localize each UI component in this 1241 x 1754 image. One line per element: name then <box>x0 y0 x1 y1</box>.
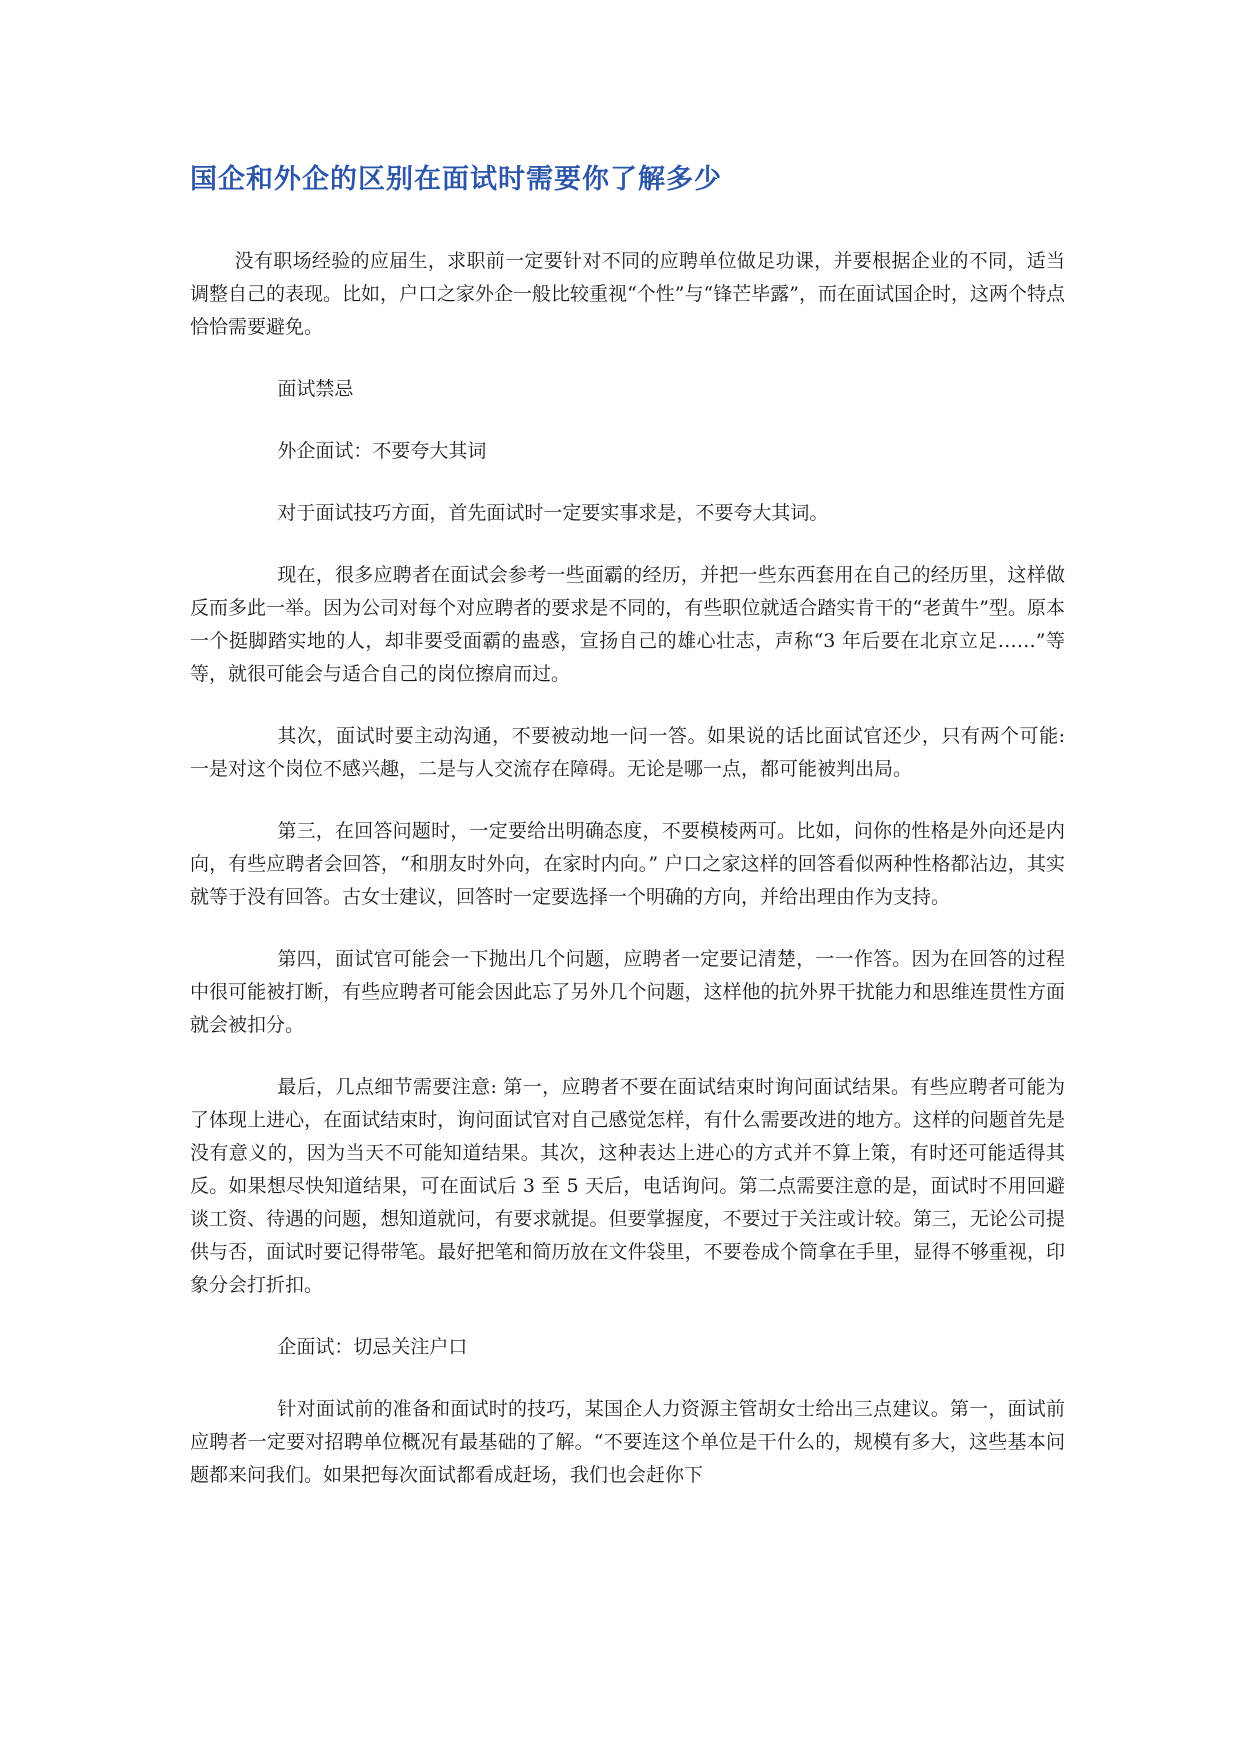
subheading-foreign-company-interview: 外企面试：不要夸大其词 <box>277 440 487 462</box>
paragraph-body: 第三，在回答问题时，一定要给出明确态度，不要模棱两可。比如，问你的性格是外向还是内向，有些应聘者会回答，“和朋友时外向，在家时内向。” 户口之家这样的回答看似两种性格都沾边，其实就等于没有回答。古女士建议，回答时一定要选择一个明确的方向，并给出理由作为支持。 <box>190 820 1065 908</box>
paragraph-body: 其次，面试时要主动沟通，不要被动地一问一答。如果说的话比面试官还少，只有两个可能: 一是对这个岗位不感兴趣，二是与人交流存在障碍。无论是哪一点，都可能被判出局。 <box>190 725 1065 780</box>
subheading-state-enterprise-interview: 企面试：切忌关注户口 <box>277 1336 468 1358</box>
paragraph-intro: 没有职场经验的应届生，求职前一定要针对不同的应聘单位做足功课，并要根据企业的不同，适当调整自己的表现。比如，户口之家外企一般比较重视“个性”与“锋芒毕露”，而在面试国企时，这两个特点恰恰需要避免。 <box>190 250 1065 338</box>
paragraph-body: 第四，面试官可能会一下抛出几个问题，应聘者一定要记清楚，一一作答。因为在回答的过程中很可能被打断，有些应聘者可能会因此忘了另外几个问题，这样他的抗外界干扰能力和思维连贯性方面就会被扣分。 <box>190 948 1065 1036</box>
document-body <box>190 245 1065 1521</box>
section-heading-interview-taboos: 面试禁忌 <box>277 378 354 400</box>
paragraph-body: 最后，几点细节需要注意: 第一，应聘者不要在面试结束时询问面试结果。有些应聘者可能为了体现上进心，在面试结束时，询问面试官对自己感觉怎样，有什么需要改进的地方。这样的问题首先是没有意义的，因为当天不可能知道结果。其次，这种表达上进心的方式并不算上策，有时还可能适得其反。如果想尽快知道结果，可在面试后 3 至 5 天后，电话询问。第二点需要注意的是，面试时不用回避谈工资、待遇的问题，想知道就问，有要求就提。但要掌握度，不要过于关注或计较。第三，无论公司提供与否，面试时要记得带笔。最好把笔和简历放在文件袋里，不要卷成个筒拿在手里，显得不够重视，印象分会打折扣。 <box>190 1076 1065 1296</box>
paragraph-body: 现在，很多应聘者在面试会参考一些面霸的经历，并把一些东西套用在自己的经历里，这样做反而多此一举。因为公司对每个对应聘者的要求是不同的，有些职位就适合踏实肯干的“老黄牛”型。原本一个挺脚踏实地的人，却非要受面霸的蛊惑，宣扬自己的雄心壮志，声称“3 年后要在北京立足……”等等，就很可能会与适合自己的岗位擦肩而过。 <box>190 564 1065 685</box>
paragraph-body: 针对面试前的准备和面试时的技巧，某国企人力资源主管胡女士给出三点建议。第一，面试前应聘者一定要对招聘单位概况有最基础的了解。“不要连这个单位是干什么的，规模有多大，这些基本问题都来问我们。如果把每次面试都看成赶场，我们也会赶你下 <box>190 1398 1065 1486</box>
paragraph-body: 对于面试技巧方面，首先面试时一定要实事求是，不要夸大其词。 <box>277 502 829 524</box>
document-title: 国企和外企的区别在面试时需要你了解多少 <box>190 164 722 195</box>
